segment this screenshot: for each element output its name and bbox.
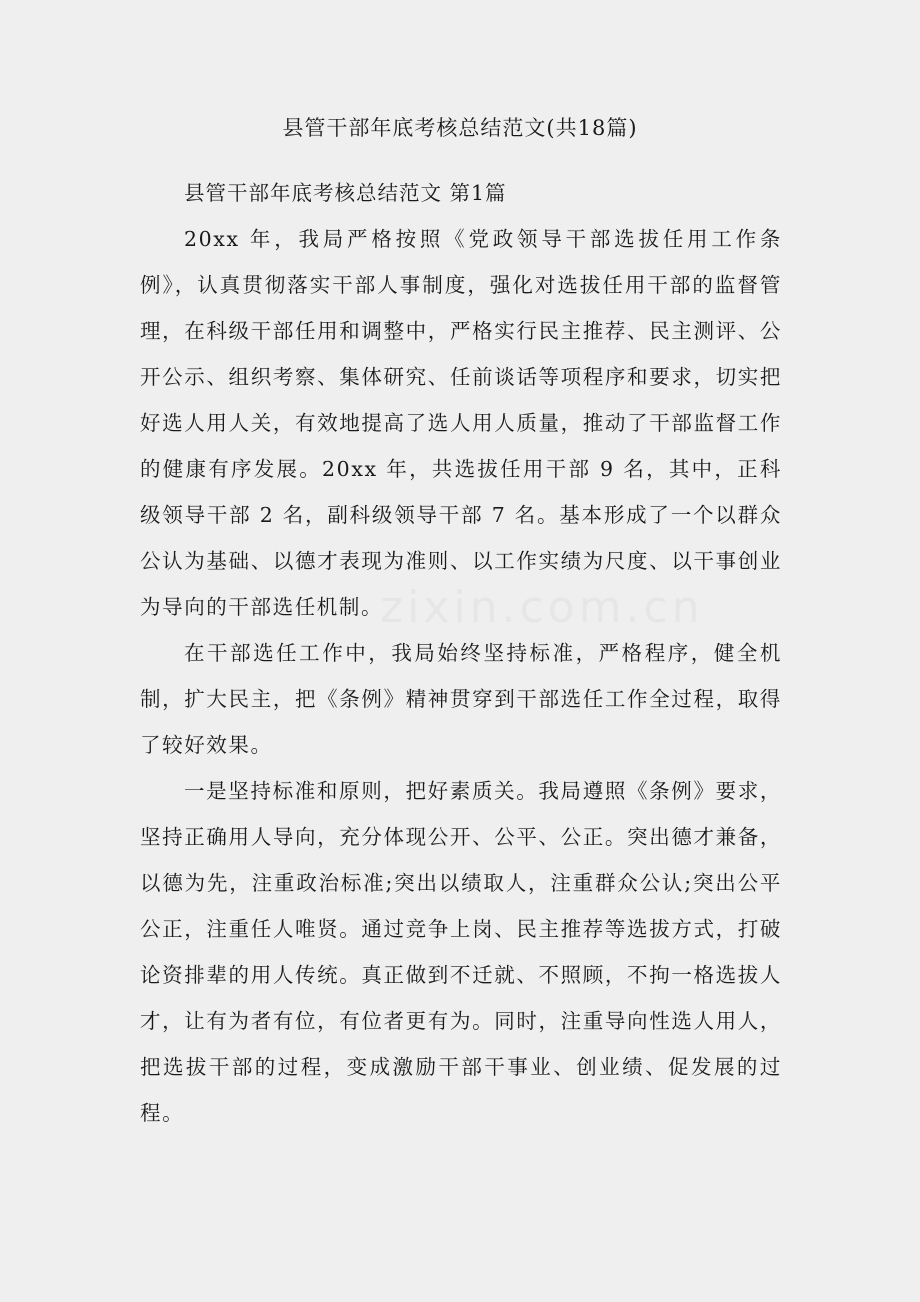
document-title: 县管干部年底考核总结范文(共18篇) [282, 116, 638, 140]
paragraph-3: 一是坚持标准和原则，把好素质关。我局遵照《条例》要求，坚持正确用人导向，充分体现公开、公平、公正。突出德才兼备，以德为先，注重政治标准;突出以绩取人，注重群众公认;突出公平公正，注重任人唯贤。通过竞争上岗、民主推荐等选拔方式，打破论资排辈的用人传统。真正做到不迁就、不照顾，不拘一格选拔人才，让有为者有位，有位者更有为。同时，注重导向性选人用人，把选拔干部的过程，变成激励干部干事业、创业绩、促发展的过程。 [140, 779, 782, 1125]
section-heading: 县管干部年底考核总结范文 第1篇 [184, 181, 507, 205]
paragraph-1: 20xx 年，我局严格按照《党政领导干部选拔任用工作条例》，认真贯彻落实干部人事制度，强化对选拔任用干部的监督管理，在科级干部任用和调整中，严格实行民主推荐、民主测评、公开公示、组织考察、集体研究、任前谈话等项程序和要求，切实把好选人用人关，有效地提高了选人用人质量，推动了干部监督工作的健康有序发展。20xx 年，共选拔任用干部 9 名，其中，正科级领导干部 2 名，副科级领导干部 7 名。基本形成了一个以群众公认为基础、以德才表现为准则、以工作实绩为尺度、以干事创业为导向的干部选任机制。 [140, 227, 782, 619]
watermark: zixin.com.cn [380, 582, 704, 633]
paragraph-2: 在干部选任工作中，我局始终坚持标准，严格程序，健全机制，扩大民主，把《条例》精神贯穿到干部选任工作全过程，取得了较好效果。 [140, 641, 782, 757]
document-body [140, 170, 782, 1136]
